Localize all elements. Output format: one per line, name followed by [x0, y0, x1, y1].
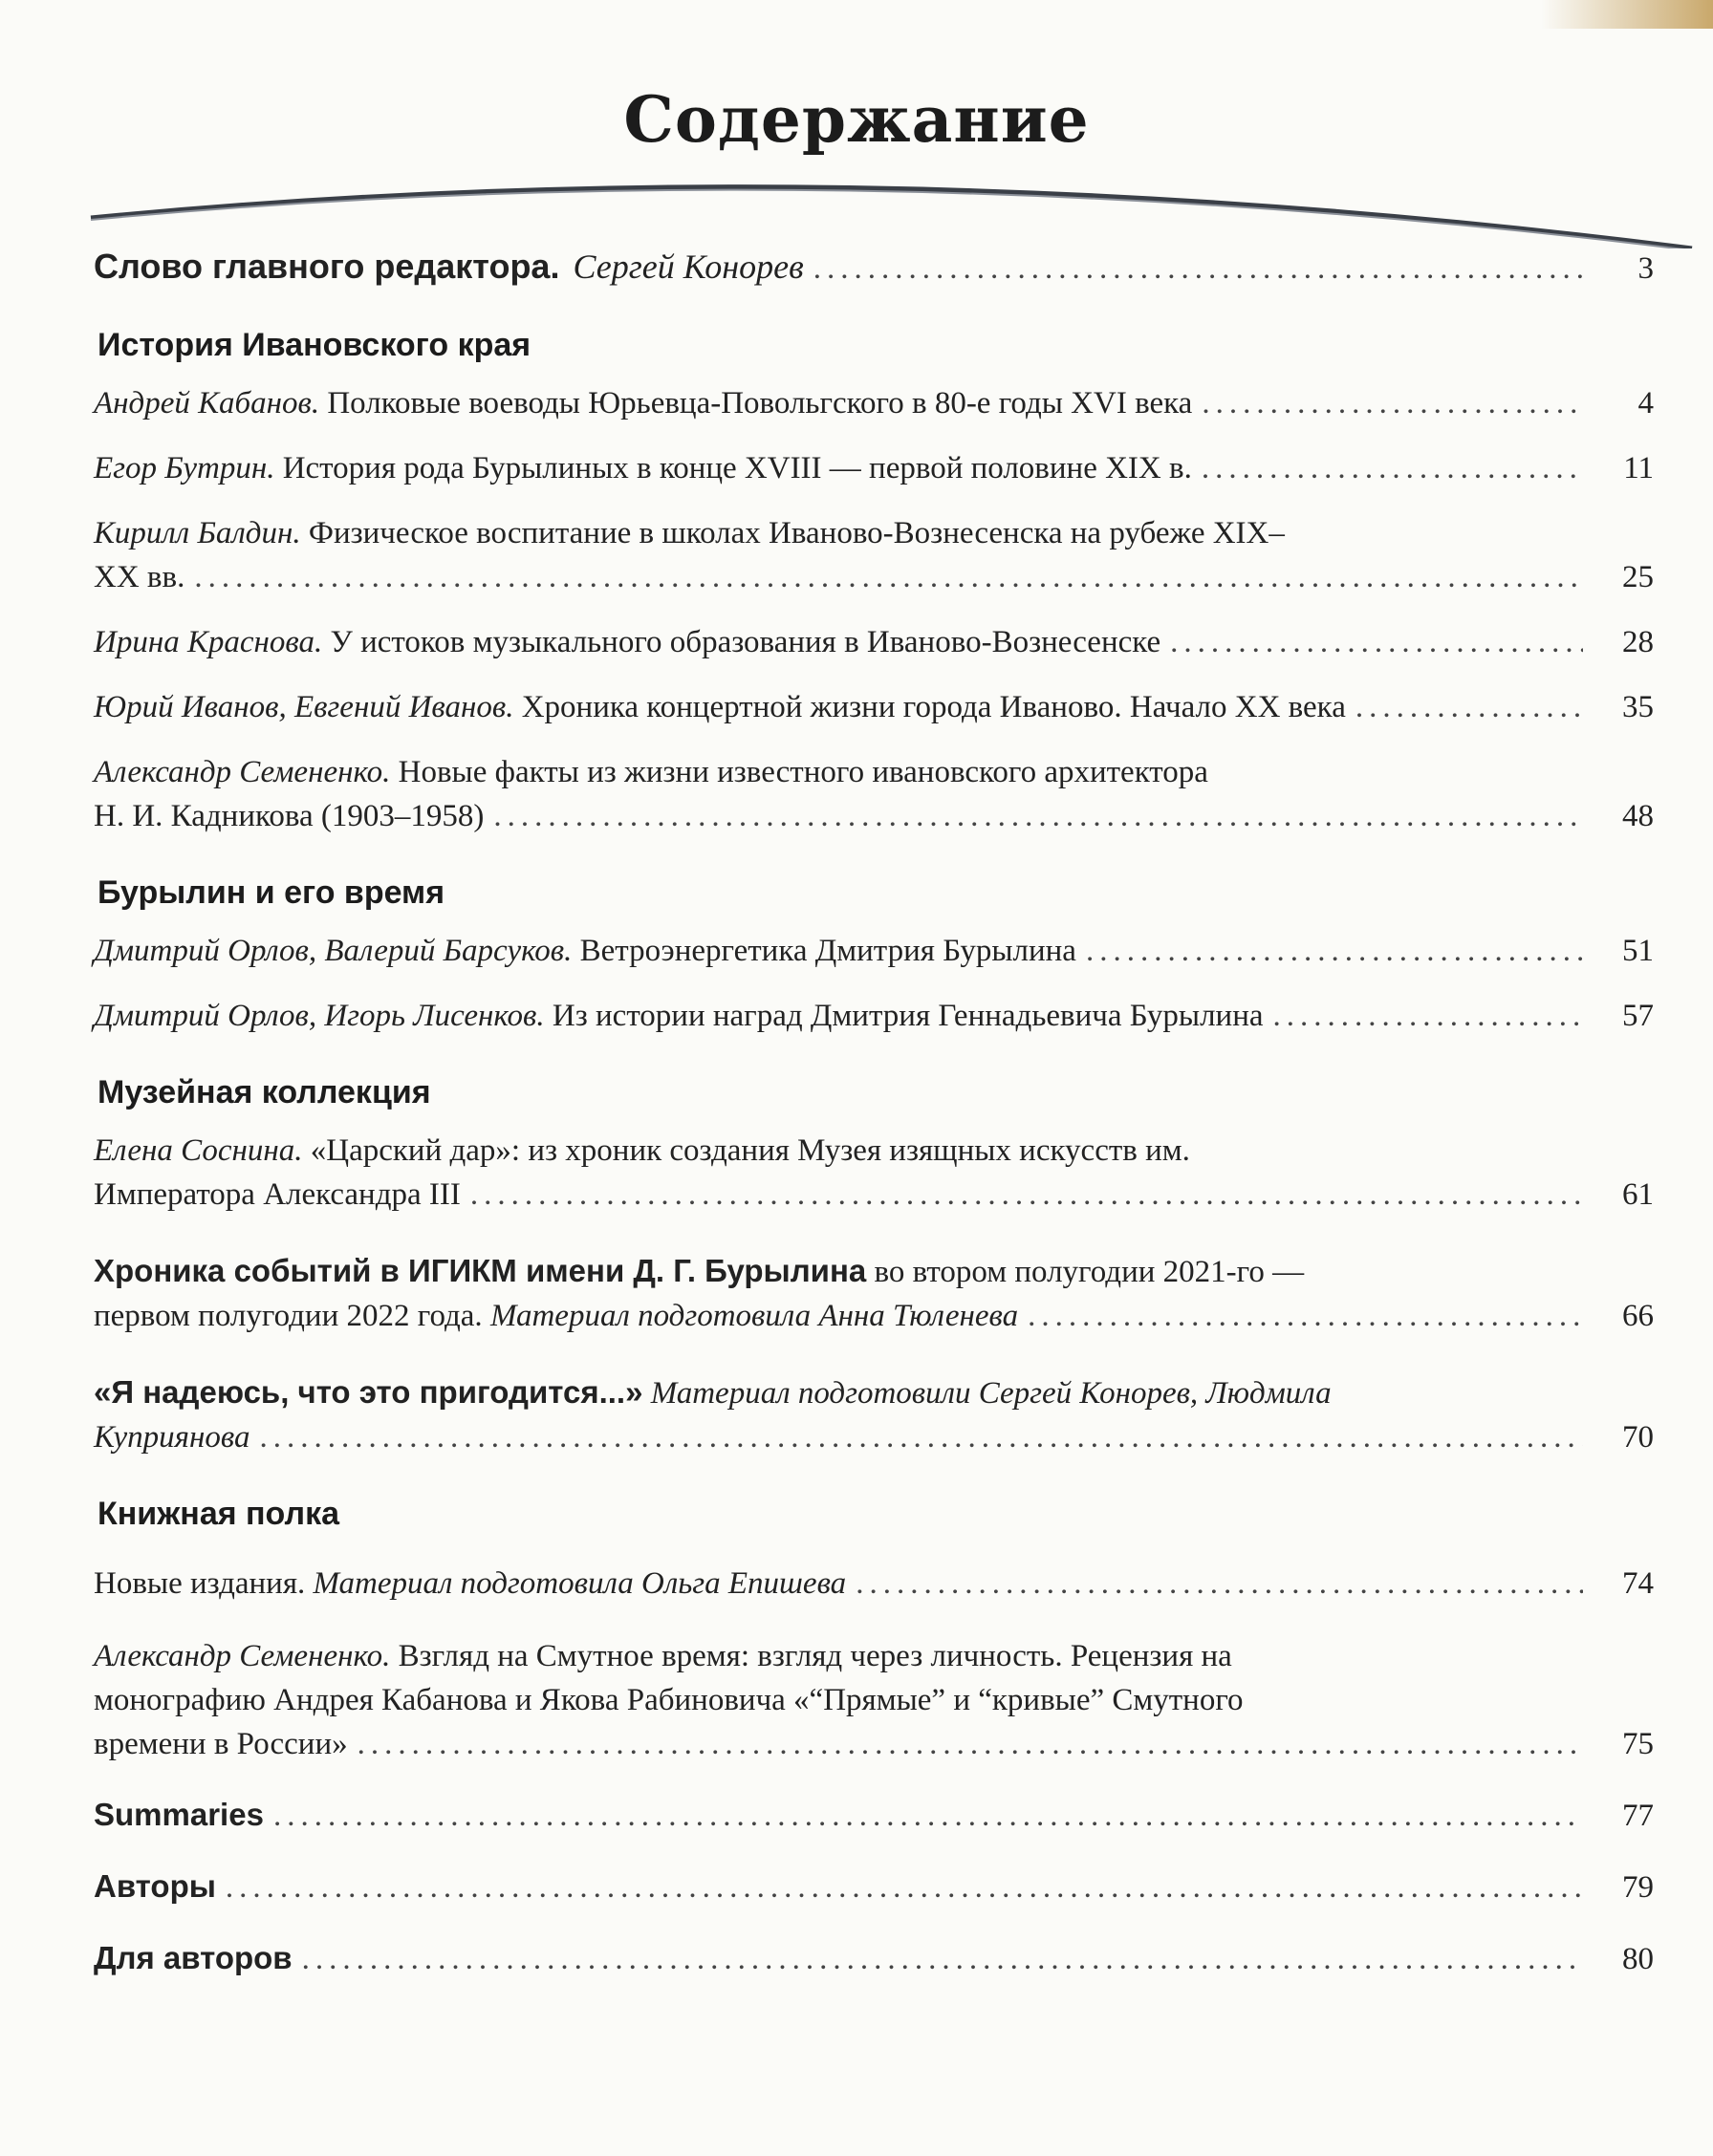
toc-entry-for-authors[interactable]: [94, 1936, 1654, 1981]
leader-dots: [1028, 1294, 1583, 1338]
entry-title: Физическое воспитание в школах Иваново-Вознесенска на рубеже XIX–: [308, 516, 1285, 550]
toc-entry-chronicle[interactable]: [94, 1249, 1654, 1338]
page-number: 51: [1622, 934, 1654, 968]
toc-entry-editor[interactable]: [94, 245, 1654, 291]
leader-dots: [226, 1865, 1583, 1909]
entry-title: Хроника концертной жизни города Иваново. Начало XX века: [521, 690, 1346, 724]
toc-entry[interactable]: [94, 620, 1654, 664]
entry-author: Кирилл Балдин.: [94, 516, 301, 550]
entry-author: Александр Семененко.: [94, 1639, 391, 1673]
entry-author: Андрей Кабанов.: [94, 386, 320, 420]
entry-author: Дмитрий Орлов, Валерий Барсуков.: [94, 934, 573, 968]
page-number: 11: [1623, 451, 1654, 485]
section-heading-history: История Ивановского края: [98, 327, 531, 363]
entry-label: Авторы: [94, 1868, 216, 1904]
entry-author: Сергей Конорев: [573, 248, 804, 286]
leader-dots: [273, 1794, 1583, 1838]
leader-dots: [1202, 381, 1583, 425]
entry-author: Александр Семененко.: [94, 755, 391, 789]
entry-title: История рода Бурылиных в конце XVIII — первой половине XIX в.: [282, 451, 1192, 485]
entry-author: Материал подготовила Ольга Епишева: [313, 1566, 847, 1601]
entry-author: Материал подготовили Сергей Конорев, Людмила: [650, 1376, 1332, 1411]
entry-title: Взгляд на Смутное время: взгляд через личность. Рецензия на: [398, 1639, 1232, 1673]
page-number: 28: [1622, 625, 1654, 659]
page-number: 61: [1622, 1177, 1654, 1212]
page-number: 3: [1637, 251, 1654, 286]
leader-dots: [1273, 994, 1583, 1038]
entry-title-cont: Императора Александра III: [94, 1177, 461, 1212]
page-number: 75: [1622, 1727, 1654, 1761]
entry-label: «Я надеюсь, что это пригодится...»: [94, 1374, 643, 1410]
entry-title-cont: первом полугодии 2022 года.: [94, 1299, 483, 1333]
entry-title-cont: XX вв.: [94, 560, 185, 594]
page-number: 48: [1622, 799, 1654, 833]
entry-title: Новые издания.: [94, 1566, 306, 1601]
entry-title: Из истории наград Дмитрия Геннадьевича Бурылина: [552, 999, 1264, 1033]
page-edge-shadow: [1541, 0, 1713, 29]
leader-dots: [1202, 446, 1583, 490]
page-number: 57: [1622, 999, 1654, 1033]
toc-entry[interactable]: [94, 1562, 1654, 1606]
section-heading-burylin: Бурылин и его время: [98, 874, 445, 911]
toc-entry-summaries[interactable]: [94, 1793, 1654, 1838]
section-heading-museum: Музейная коллекция: [98, 1074, 431, 1110]
toc-entry[interactable]: [94, 446, 1654, 490]
leader-dots: [1086, 929, 1583, 973]
entry-title: Полковые воеводы Юрьевца-Повольгского в 80-е годы XVI века: [327, 386, 1193, 420]
toc-entry[interactable]: [94, 994, 1654, 1038]
page-number: 74: [1622, 1566, 1654, 1601]
entry-label: Для авторов: [94, 1940, 293, 1975]
leader-dots: [856, 1562, 1583, 1606]
leader-dots: [1355, 685, 1583, 729]
toc-entry-hope[interactable]: [94, 1370, 1654, 1459]
toc-entry[interactable]: [94, 511, 1654, 599]
toc-entry[interactable]: [94, 381, 1654, 425]
page-number: 25: [1622, 560, 1654, 594]
entry-author: Ирина Краснова.: [94, 625, 323, 659]
entry-label: Слово главного редактора.: [94, 247, 560, 286]
entry-author: Материал подготовила Анна Тюленева: [489, 1299, 1019, 1333]
leader-dots: [1170, 620, 1583, 664]
leader-dots: [493, 794, 1583, 838]
toc-entry[interactable]: [94, 685, 1654, 729]
entry-title-cont: времени в России»: [94, 1727, 348, 1761]
page-number: 80: [1622, 1942, 1654, 1976]
toc-entry[interactable]: [94, 750, 1654, 838]
entry-title: во втором полугодии 2021-го —: [874, 1255, 1305, 1289]
page-number: 77: [1622, 1799, 1654, 1833]
entry-title: Ветроэнергетика Дмитрия Бурылина: [579, 934, 1076, 968]
toc-entry[interactable]: [94, 929, 1654, 973]
leader-dots: [358, 1722, 1583, 1766]
entry-author: Елена Соснина.: [94, 1133, 303, 1168]
leader-dots: [194, 555, 1583, 599]
page-number: 4: [1637, 386, 1654, 420]
toc-entry[interactable]: [94, 1634, 1654, 1766]
entry-title: «Царский дар»: из хроник создания Музея изящных искусств им.: [310, 1133, 1190, 1168]
table-of-contents: [94, 227, 1654, 2002]
page-number: 35: [1622, 690, 1654, 724]
leader-dots: [302, 1937, 1583, 1981]
entry-author: Юрий Иванов, Евгений Иванов.: [94, 690, 514, 724]
leader-dots: [259, 1415, 1583, 1459]
section-heading-books: Книжная полка: [98, 1496, 340, 1532]
toc-entry-authors[interactable]: [94, 1865, 1654, 1909]
leader-dots: [813, 247, 1583, 291]
page-title: Содержание: [623, 82, 1090, 157]
entry-title-cont: Н. И. Кадникова (1903–1958): [94, 799, 485, 833]
page-number: 66: [1622, 1299, 1654, 1333]
page-number: 70: [1622, 1420, 1654, 1455]
page-number: 79: [1622, 1870, 1654, 1905]
entry-author: Дмитрий Орлов, Игорь Лисенков.: [94, 999, 545, 1033]
entry-author-cont: Куприянова: [94, 1420, 250, 1455]
entry-author: Егор Бутрин.: [94, 451, 275, 485]
entry-title: У истоков музыкального образования в Иваново-Вознесенске: [330, 625, 1161, 659]
entry-label: Summaries: [94, 1797, 264, 1832]
entry-label: Хроника событий в ИГИКМ имени Д. Г. Бурылина: [94, 1253, 867, 1288]
leader-dots: [470, 1173, 1583, 1217]
entry-title-cont: монографию Андрея Кабанова и Якова Рабиновича «“Прямые” и “кривые” Смутного: [94, 1683, 1244, 1717]
toc-entry[interactable]: [94, 1129, 1654, 1217]
entry-title: Новые факты из жизни известного ивановского архитектора: [398, 755, 1208, 789]
